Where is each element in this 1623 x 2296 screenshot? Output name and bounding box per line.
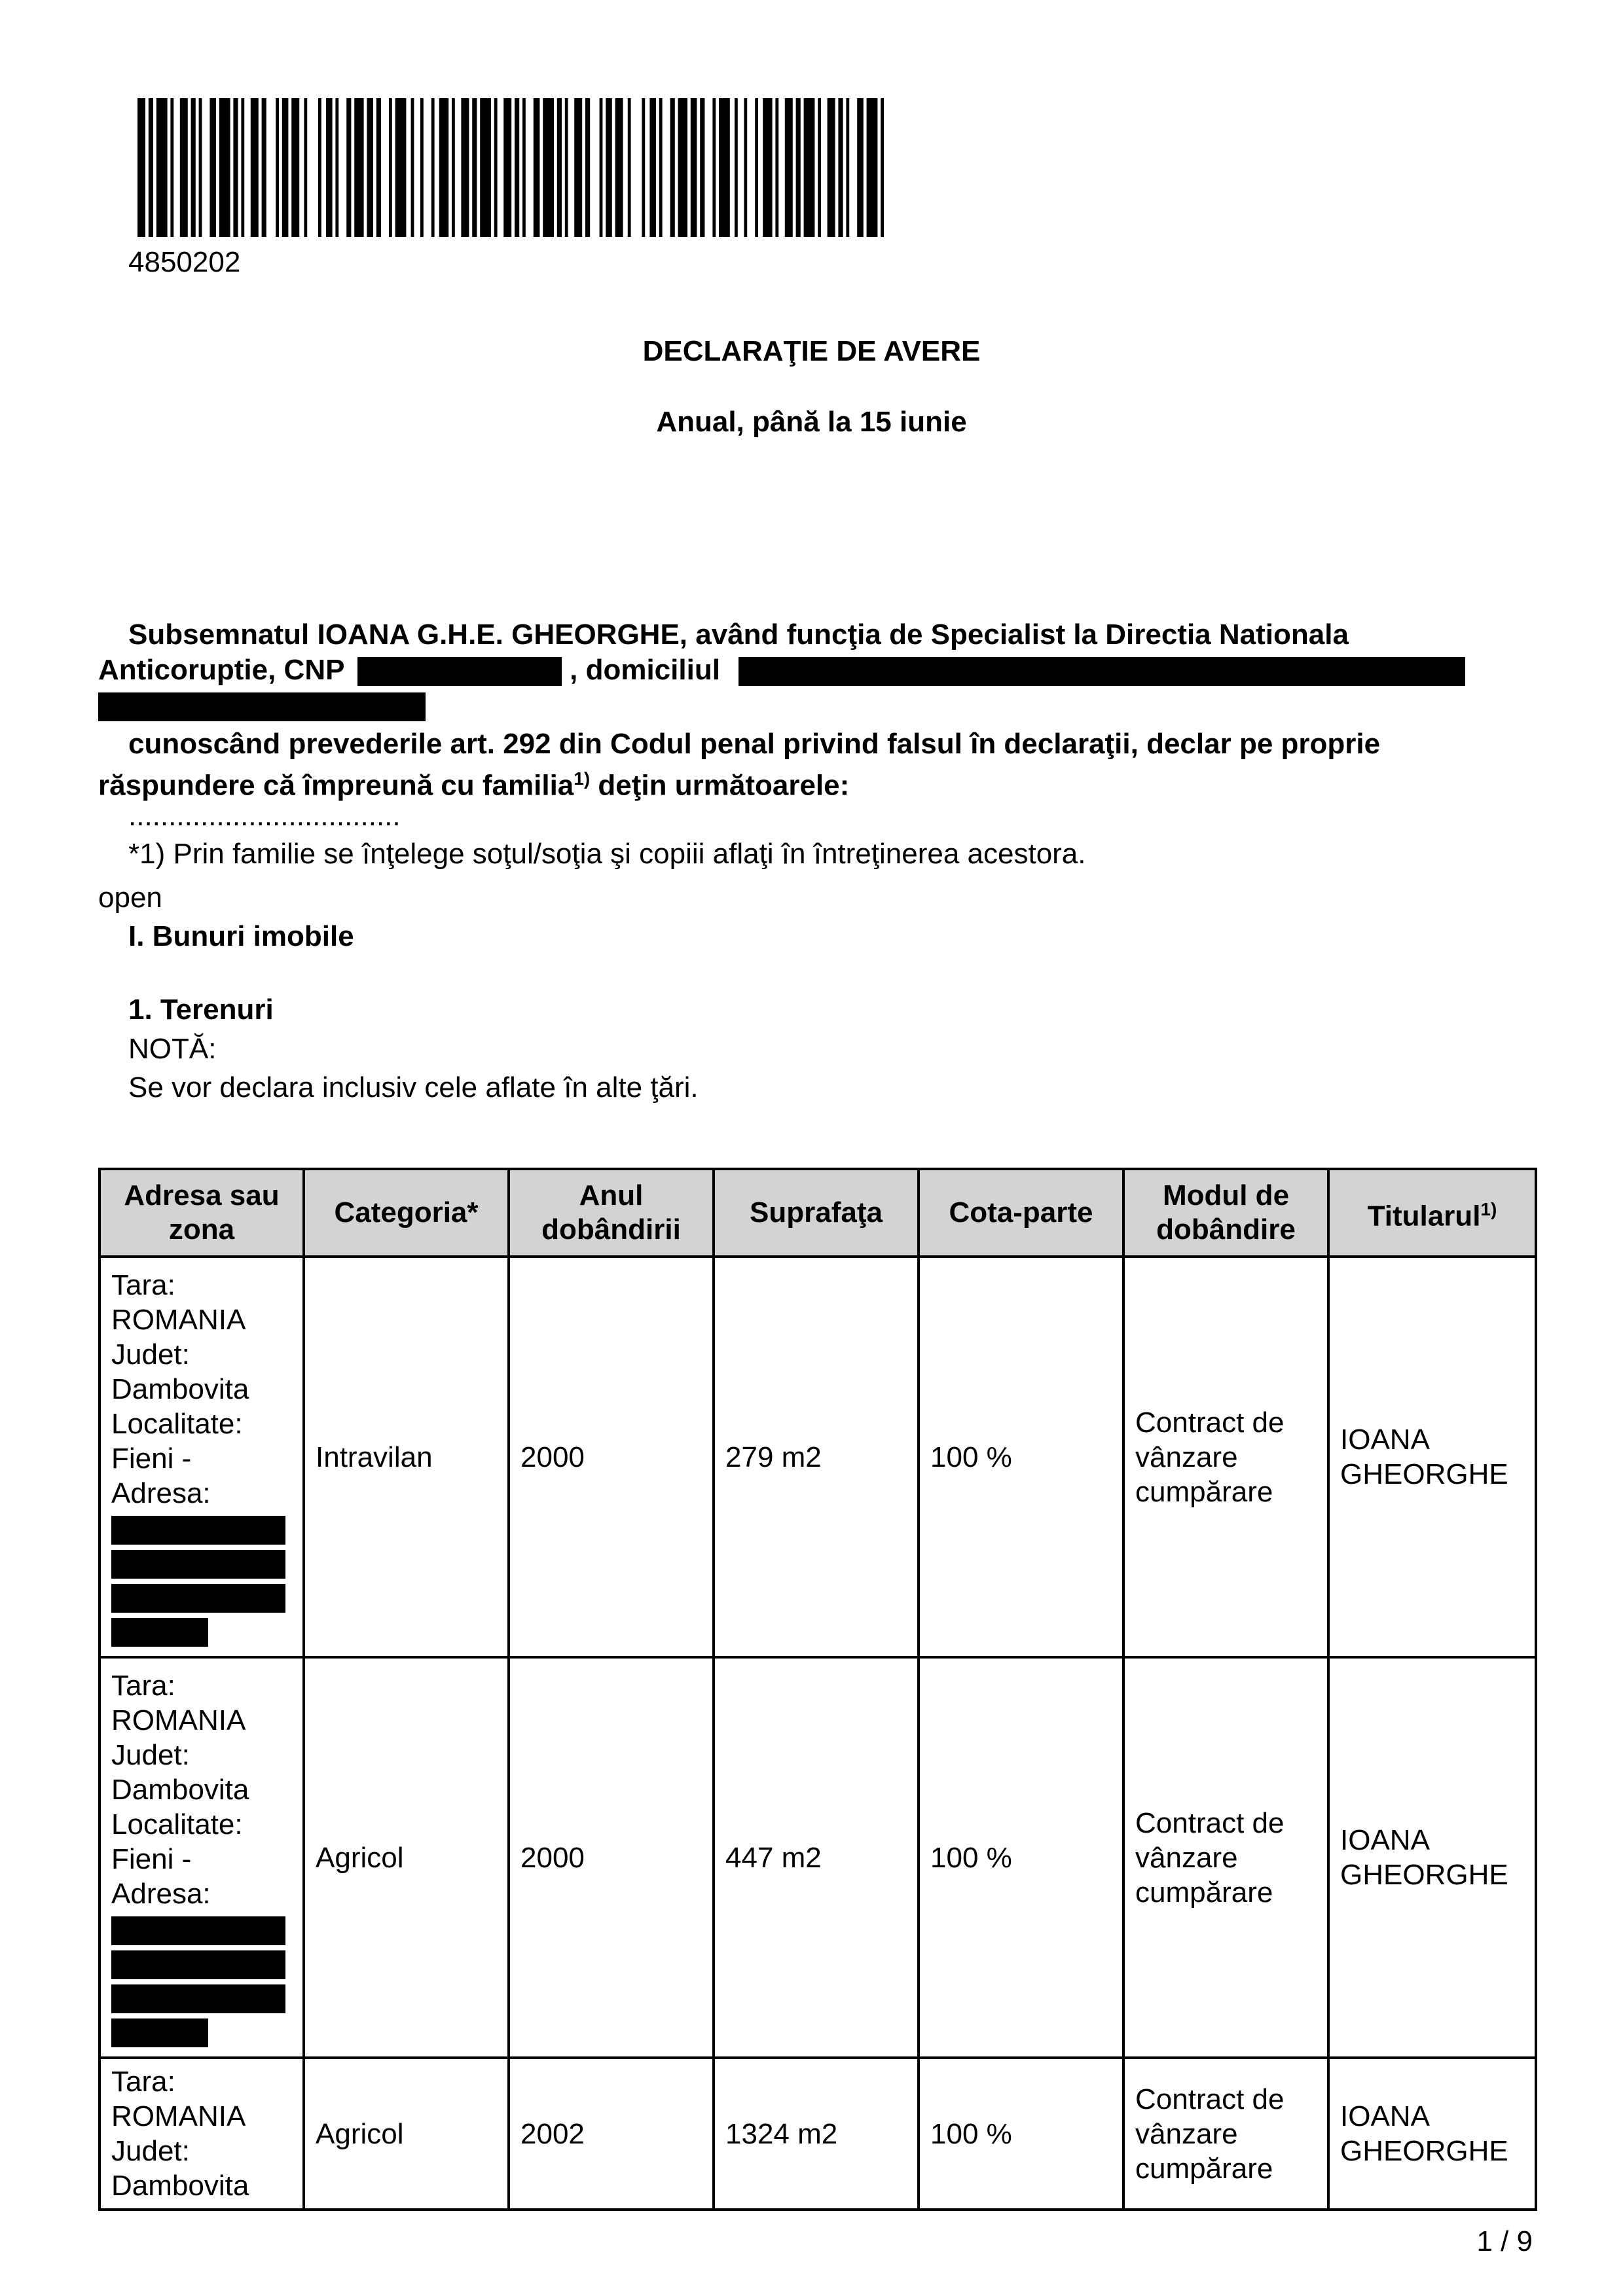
address-redaction xyxy=(111,1984,285,2013)
header-holder xyxy=(1328,1169,1536,1257)
holder-cell: IOANA GHEORGHE xyxy=(1328,1257,1536,1657)
address-cell xyxy=(100,1257,304,1657)
address-line: Tara: xyxy=(111,1669,175,1702)
note-text: Se vor declara inclusiv cele aflate în alte ţări. xyxy=(128,1071,699,1103)
statement-line-2-b: deţin următoarele: xyxy=(590,769,850,802)
address-redaction xyxy=(111,2018,208,2047)
header-holder-label: Titularul xyxy=(1367,1200,1481,1232)
address-redaction xyxy=(111,1584,285,1613)
statement-line-1: cunoscând prevederile art. 292 din Codul penal privind falsul în declaraţii, declar pe proprie xyxy=(128,728,1381,760)
share-cell: 100 % xyxy=(919,1657,1123,2058)
family-footnote: *1) Prin familie se înţelege soţul/soţia şi copiii aflaţi în întreţinerea acestora. xyxy=(128,838,1086,870)
header-year: Anul dobândirii xyxy=(509,1169,714,1257)
cnp-redaction xyxy=(357,657,562,686)
address-line: Dambovita xyxy=(111,1372,249,1405)
table-row xyxy=(100,1657,1536,2058)
domicile-label: , domiciliul xyxy=(570,654,720,686)
year-cell: 2002 xyxy=(509,2058,714,2210)
year-cell: 2000 xyxy=(509,1657,714,2058)
table-row xyxy=(100,2058,1536,2210)
address-line: ROMANIA xyxy=(111,1303,246,1336)
address-line: Fieni - xyxy=(111,1442,192,1475)
table-row xyxy=(100,1257,1536,1657)
document-title: DECLARAŢIE DE AVERE xyxy=(642,335,981,367)
address-redaction xyxy=(111,1516,285,1545)
barcode-image xyxy=(137,98,884,237)
land-table xyxy=(98,1168,1537,2211)
address-line: Judet: xyxy=(111,2135,190,2167)
section-heading: I. Bunuri imobile xyxy=(128,920,354,952)
address-line: Adresa: xyxy=(111,1877,211,1910)
category-cell: Agricol xyxy=(304,1657,509,2058)
address-redaction xyxy=(111,1618,208,1647)
page-number: 1 / 9 xyxy=(1476,2225,1533,2257)
address-line: Tara: xyxy=(111,2066,175,2098)
address-redaction xyxy=(111,1950,285,1979)
address-redaction xyxy=(111,1550,285,1579)
address-cell xyxy=(100,2058,304,2210)
mode-cell: Contract de vânzare cumpărare xyxy=(1123,2058,1328,2210)
dotted-line: .................................. xyxy=(128,800,401,832)
declarant-intro xyxy=(128,617,1349,653)
header-category: Categoria* xyxy=(304,1169,509,1257)
header-holder-marker: 1) xyxy=(1480,1198,1497,1219)
address-line: Judet: xyxy=(111,1338,190,1371)
address-line: ROMANIA xyxy=(111,2100,246,2132)
year-cell: 2000 xyxy=(509,1257,714,1657)
statement-line-2-a: răspundere că împreună cu familia xyxy=(98,769,574,802)
note-label: NOTĂ: xyxy=(128,1033,217,1065)
holder-cell: IOANA GHEORGHE xyxy=(1328,2058,1536,2210)
header-address: Adresa sau zona xyxy=(100,1169,304,1257)
document-subtitle: Anual, până la 15 iunie xyxy=(656,406,967,438)
header-share: Cota-parte xyxy=(919,1169,1123,1257)
address-redaction xyxy=(111,1916,285,1945)
address-cell xyxy=(100,1657,304,2058)
statement-line-2 xyxy=(98,761,849,804)
mode-cell: Contract de vânzare cumpărare xyxy=(1123,1257,1328,1657)
table-header-row xyxy=(100,1169,1536,1257)
address-line: Judet: xyxy=(111,1738,190,1771)
address-line: Localitate: xyxy=(111,1808,243,1840)
address-line: Fieni - xyxy=(111,1842,192,1875)
address-line: Adresa: xyxy=(111,1477,211,1509)
barcode-number: 4850202 xyxy=(128,246,241,278)
open-label: open xyxy=(98,882,162,914)
holder-cell: IOANA GHEORGHE xyxy=(1328,1657,1536,2058)
address-line: Localitate: xyxy=(111,1407,243,1440)
area-cell: 1324 m2 xyxy=(714,2058,919,2210)
category-cell: Agricol xyxy=(304,2058,509,2210)
header-mode: Modul de dobândire xyxy=(1123,1169,1328,1257)
address-line: ROMANIA xyxy=(111,1704,246,1736)
address-line: Tara: xyxy=(111,1268,175,1301)
declarant-intro-text: Subsemnatul IOANA G.H.E. GHEORGHE, având funcţia de Specialist la Directia Nationala xyxy=(128,619,1349,651)
footnote-marker: 1) xyxy=(574,768,591,789)
area-cell: 447 m2 xyxy=(714,1657,919,2058)
cnp-label: Anticoruptie, CNP xyxy=(98,654,344,686)
area-cell: 279 m2 xyxy=(714,1257,919,1657)
declarant-cnp-line xyxy=(98,653,1465,688)
domicile-redaction-cont xyxy=(98,692,426,721)
mode-cell: Contract de vânzare cumpărare xyxy=(1123,1657,1328,2058)
subsection-heading: 1. Terenuri xyxy=(128,994,274,1026)
category-cell: Intravilan xyxy=(304,1257,509,1657)
address-line: Dambovita xyxy=(111,1773,249,1806)
share-cell: 100 % xyxy=(919,1257,1123,1657)
share-cell: 100 % xyxy=(919,2058,1123,2210)
domicile-redaction xyxy=(739,657,1465,686)
address-line: Dambovita xyxy=(111,2170,249,2202)
header-area: Suprafaţa xyxy=(714,1169,919,1257)
